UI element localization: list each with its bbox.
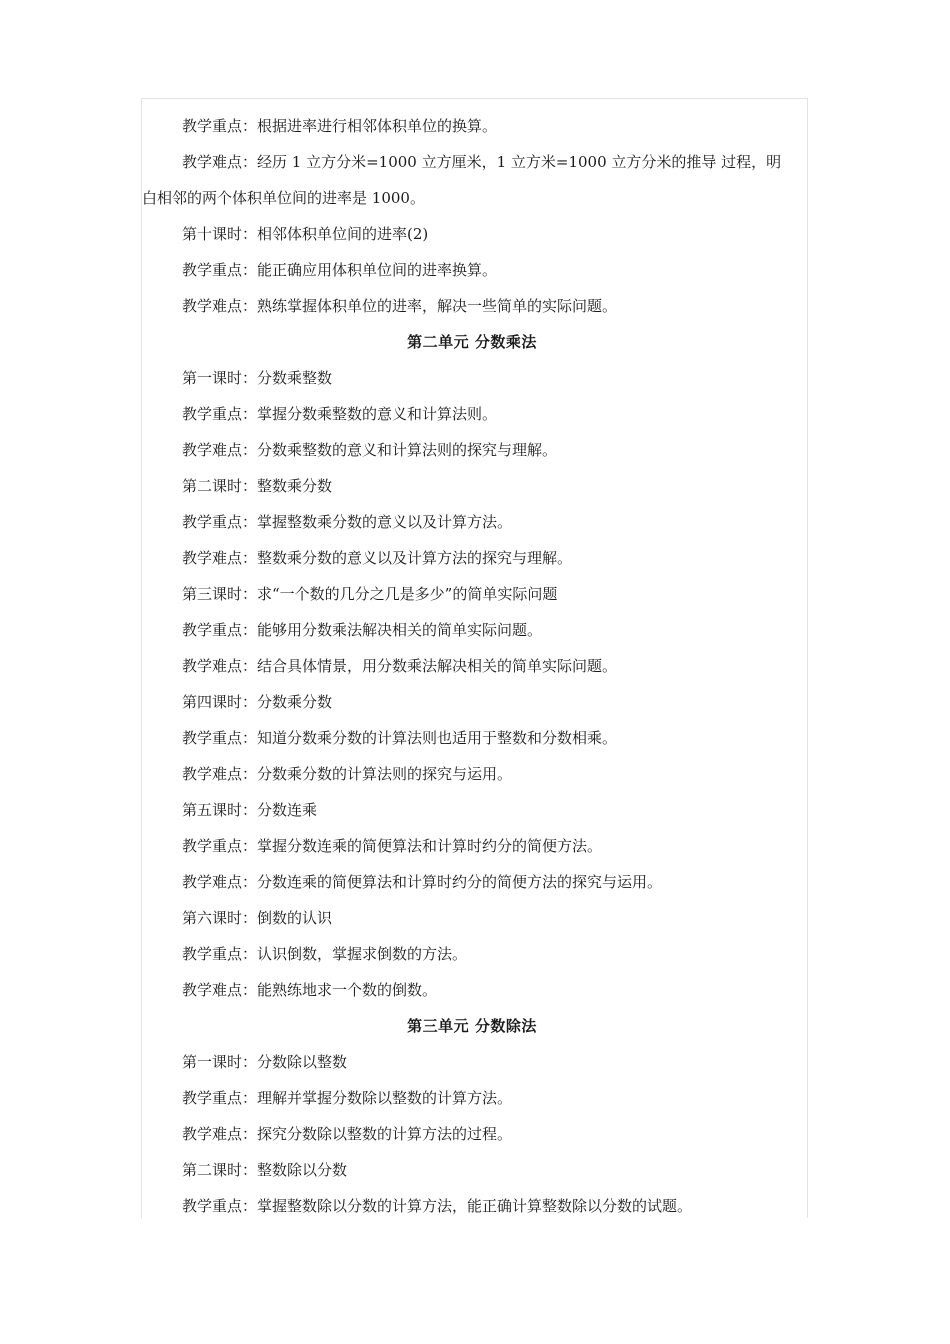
lesson-title: 第四课时：分数乘分数 — [182, 693, 333, 711]
lesson-title: 第二课时：整数除以分数 — [182, 1161, 348, 1179]
text-line: 教学重点：认识倒数，掌握求倒数的方法。 — [182, 945, 468, 963]
text-line: 教学难点：分数连乘的简便算法和计算时约分的简便方法的探究与运用。 — [182, 873, 663, 891]
text-line: 教学重点：掌握分数乘整数的意义和计算法则。 — [182, 405, 498, 423]
text-line: 教学重点：知道分数乘分数的计算法则也适用于整数和分数相乘。 — [182, 729, 618, 747]
text-line: 教学重点：能正确应用体积单位间的进率换算。 — [182, 261, 498, 279]
lesson-title: 第五课时：分数连乘 — [182, 801, 318, 819]
text-line: 教学难点：结合具体情景，用分数乘法解决相关的简单实际问题。 — [182, 657, 618, 675]
lesson-title: 第三课时：求“一个数的几分之几是多少”的简单实际问题 — [182, 585, 558, 603]
text-line: 教学难点：熟练掌握体积单位的进率，解决一些简单的实际问题。 — [182, 297, 618, 315]
lesson-title: 第二课时：整数乘分数 — [182, 477, 333, 495]
text-line: 教学重点：掌握分数连乘的简便算法和计算时约分的简便方法。 — [182, 837, 603, 855]
text-line: 教学难点：能熟练地求一个数的倒数。 — [182, 981, 438, 999]
text-line: 教学重点：理解并掌握分数除以整数的计算方法。 — [182, 1089, 513, 1107]
text-line: 教学难点：分数乘分数的计算法则的探究与运用。 — [182, 765, 513, 783]
text-line: 教学重点：掌握整数除以分数的计算方法，能正确计算整数除以分数的试题。 — [182, 1197, 693, 1215]
document-body — [142, 108, 802, 1224]
lesson-title: 第一课时：分数乘整数 — [182, 369, 333, 387]
text-line: 教学难点：分数乘整数的意义和计算法则的探究与理解。 — [182, 441, 558, 459]
unit-heading: 第二单元 分数乘法 — [407, 333, 537, 351]
text-line: 教学难点：探究分数除以整数的计算方法的过程。 — [182, 1125, 513, 1143]
unit-heading: 第三单元 分数除法 — [407, 1017, 537, 1035]
text-line: 教学难点：整数乘分数的意义以及计算方法的探究与理解。 — [182, 549, 573, 567]
lesson-title: 第一课时：分数除以整数 — [182, 1053, 348, 1071]
text-line: 教学重点：掌握整数乘分数的意义以及计算方法。 — [182, 513, 513, 531]
lesson-title: 第六课时：倒数的认识 — [182, 909, 333, 927]
text-line: 教学重点：根据进率进行相邻体积单位的换算。 — [182, 117, 498, 135]
text-line: 教学重点：能够用分数乘法解决相关的简单实际问题。 — [182, 621, 543, 639]
lesson-title: 第十课时：相邻体积单位间的进率(2) — [182, 225, 429, 243]
text-paragraph: 教学难点：经历 1 立方分米=1000 立方厘米，1 立方米=1000 立方分米的推导 过程，明白相邻的两个体积单位间的进率是 1000。 — [142, 153, 782, 207]
